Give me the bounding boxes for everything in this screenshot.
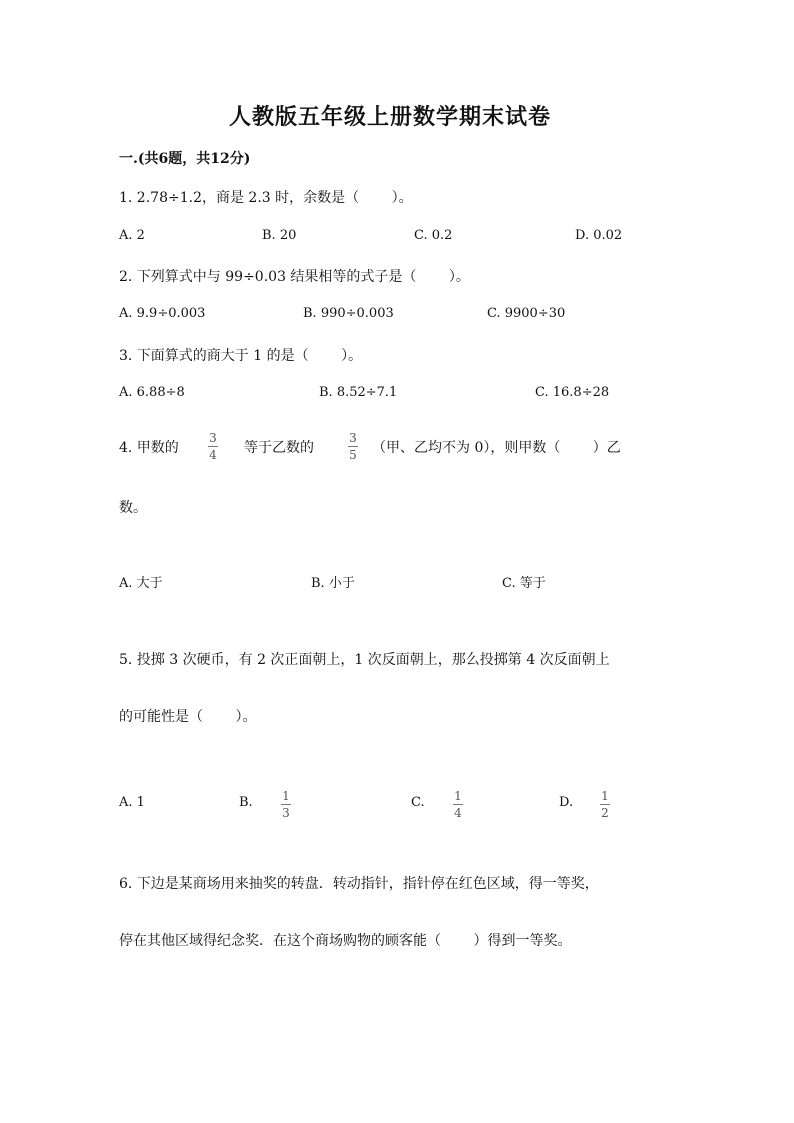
q2-option-b[interactable]: B. 990÷0.003 [303,306,394,321]
q2-option-a[interactable]: A. 9.9÷0.003 [119,306,206,321]
q3-option-a[interactable]: A. 6.88÷8 [119,385,185,400]
q4-fraction-1-numerator: 3 [209,431,217,445]
q5-option-d-fraction [600,789,610,820]
q5-fraction-b-denominator: 3 [282,806,290,820]
q4-option-c[interactable]: C. 等于 [502,576,546,591]
q1-option-d[interactable]: D. 0.02 [575,228,623,243]
question-1: 1. 2.78÷1.2，商是 2.3 时，余数是（ ）。 [119,190,413,206]
q4-fraction-1-denominator: 4 [209,448,217,462]
q5-option-b[interactable]: B. [239,795,253,810]
q5-fraction-d-bar [600,804,610,805]
q5-option-a[interactable]: A. 1 [119,795,145,810]
page-title: 人教版五年级上册数学期末试卷 [229,104,552,130]
question-4-part3: （甲、乙均不为 0），则甲数（ ）乙 [372,440,621,456]
q5-fraction-c-denominator: 4 [454,806,462,820]
q5-fraction-b-numerator: 1 [282,789,290,803]
q4-fraction-2 [348,431,358,462]
question-5-line1: 5. 投掷 3 次硬币，有 2 次正面朝上，1 次反面朝上，那么投掷第 4 次反面朝上 [119,652,610,668]
q4-fraction-1 [208,431,218,462]
q4-option-b[interactable]: B. 小于 [311,576,355,591]
section-heading: 一.(共6题，共12分) [119,151,251,167]
q3-option-b[interactable]: B. 8.52÷7.1 [319,385,398,400]
q1-option-a[interactable]: A. 2 [119,228,145,243]
q4-fraction-2-numerator: 3 [349,431,357,445]
question-6-line2: 停在其他区域得纪念奖．在这个商场购物的顾客能（ ）得到一等奖。 [119,933,572,949]
q4-option-a[interactable]: A. 大于 [119,576,163,591]
question-4-part2: 等于乙数的 [244,440,314,456]
q1-option-b[interactable]: B. 20 [262,228,297,243]
question-5-line2: 的可能性是（ ）。 [119,709,257,725]
q5-option-c-fraction [453,789,463,820]
q5-option-d[interactable]: D. [559,795,574,810]
q5-fraction-c-bar [453,804,463,805]
question-4-part1: 4. 甲数的 [119,440,179,456]
q5-fraction-b-bar [281,804,291,805]
q4-fraction-2-denominator: 5 [349,448,357,462]
question-6-line1: 6. 下边是某商场用来抽奖的转盘．转动指针，指针停在红色区域，得一等奖， [119,876,599,892]
question-2: 2. 下列算式中与 99÷0.03 结果相等的式子是（ ）。 [119,269,470,285]
q5-fraction-d-numerator: 1 [601,789,609,803]
q5-fraction-d-denominator: 2 [601,806,609,820]
q2-option-c[interactable]: C. 9900÷30 [487,306,566,321]
q5-fraction-c-numerator: 1 [454,789,462,803]
question-4-line2: 数。 [119,500,147,516]
q4-fraction-2-bar [348,446,358,447]
q1-option-c[interactable]: C. 0.2 [414,228,453,243]
q5-option-b-fraction [281,789,291,820]
question-3: 3. 下面算式的商大于 1 的是（ ）。 [119,348,363,364]
q4-fraction-1-bar [208,446,218,447]
q3-option-c[interactable]: C. 16.8÷28 [535,385,610,400]
q5-option-c[interactable]: C. [411,795,425,810]
